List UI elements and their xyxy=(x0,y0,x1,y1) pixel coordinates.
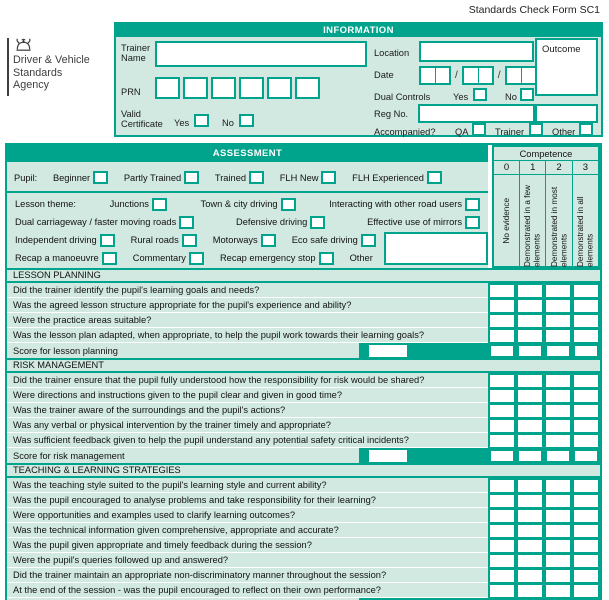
accompanied-qa-label: QA xyxy=(455,127,469,137)
dual-controls-yes-checkbox[interactable] xyxy=(473,88,487,101)
competence-cells xyxy=(488,523,600,538)
competence-levels xyxy=(494,161,598,175)
competence-cell-2[interactable] xyxy=(546,510,570,522)
question-row xyxy=(7,328,600,343)
question-text: Was the lesson plan adapted, when appropriate, to help the pupil work towards their learning goals? xyxy=(7,328,488,343)
checkbox-partly-trained[interactable] xyxy=(184,171,199,184)
pupil-option-flh-new: FLH New xyxy=(279,172,319,183)
competence-cell-3[interactable] xyxy=(574,570,598,582)
question-row xyxy=(7,583,600,598)
assessment-header: ASSESSMENT xyxy=(7,145,488,162)
checkbox-flh-experienced[interactable] xyxy=(427,171,442,184)
competence-cell-3[interactable] xyxy=(574,435,598,447)
competence-cells xyxy=(488,388,600,403)
question-row xyxy=(7,373,600,388)
reg-no-input[interactable] xyxy=(418,104,535,123)
valid-cert-yes-checkbox[interactable] xyxy=(194,114,209,127)
information-body xyxy=(116,37,601,135)
score-label xyxy=(7,448,488,463)
section-header-row xyxy=(7,268,600,283)
checkbox-town-city-driving[interactable] xyxy=(281,198,296,211)
assessment-left-column xyxy=(7,145,488,268)
competence-cell-1[interactable] xyxy=(518,540,542,552)
competence-cell-1[interactable] xyxy=(518,525,542,537)
question-row xyxy=(7,388,600,403)
competence-cell-1[interactable] xyxy=(518,420,542,432)
competence-cell-1[interactable] xyxy=(518,510,542,522)
competence-cell-0[interactable] xyxy=(490,570,514,582)
section-header-row xyxy=(7,358,600,373)
date-year-box[interactable] xyxy=(505,66,537,85)
lesson-theme-other-input[interactable] xyxy=(384,232,488,265)
date-day-cell-1[interactable] xyxy=(421,68,435,83)
score-input-box[interactable] xyxy=(369,345,407,357)
competence-cell-0[interactable] xyxy=(490,285,514,297)
date-day-box[interactable] xyxy=(419,66,451,85)
competence-cell-3[interactable] xyxy=(574,495,598,507)
competence-descriptions xyxy=(494,175,598,267)
section-title: LESSON PLANNING xyxy=(13,270,101,280)
competence-cell-0[interactable] xyxy=(490,405,514,417)
competence-cell-0[interactable] xyxy=(490,525,514,537)
competence-cells xyxy=(488,343,600,358)
competence-cell-1[interactable] xyxy=(518,375,542,387)
question-text: Did the trainer maintain an appropriate non-discriminatory manner throughout the session? xyxy=(7,568,488,583)
competence-cells xyxy=(488,493,600,508)
date-label: Date xyxy=(374,70,394,80)
date-year-cell-2[interactable] xyxy=(521,68,535,83)
agency-line-3: Agency xyxy=(13,79,50,91)
section-title: RISK MANAGEMENT xyxy=(13,360,104,370)
checkbox-motorways[interactable] xyxy=(261,234,276,247)
pupil-option-trained: Trained xyxy=(214,172,247,183)
pupil-label: Pupil: xyxy=(14,172,38,183)
assessment-rows xyxy=(7,268,600,600)
reg-no-label: Reg No. xyxy=(374,109,409,119)
competence-cells xyxy=(488,508,600,523)
question-row xyxy=(7,568,600,583)
competence-cell-0[interactable] xyxy=(490,480,514,492)
competence-cell-1[interactable] xyxy=(519,346,541,356)
question-text: Were directions and instructions given to the pupil clear and given in good time? xyxy=(7,388,488,403)
location-label: Location xyxy=(374,48,410,58)
competence-cell-0[interactable] xyxy=(490,585,514,597)
competence-cell-3[interactable] xyxy=(574,390,598,402)
competence-cell-3[interactable] xyxy=(574,525,598,537)
question-text: Was the agreed lesson structure appropriate for the pupil's experience and ability? xyxy=(7,298,488,313)
checkbox-effective-use-of-mirrors[interactable] xyxy=(465,216,480,229)
question-text: Did the trainer ensure that the pupil fully understood how the responsibility for risk would be shared? xyxy=(7,373,488,388)
lesson-theme-label: Lesson theme: xyxy=(15,199,76,209)
competence-cell-1[interactable] xyxy=(518,585,542,597)
date-slash-2: / xyxy=(497,70,501,81)
score-label-text: Score for lesson planning xyxy=(13,345,118,356)
question-row xyxy=(7,298,600,313)
competence-desc-1: Demonstrated in a few elements xyxy=(523,185,542,267)
competence-cell-2[interactable] xyxy=(546,585,570,597)
question-text: Was the pupil given appropriate and timely feedback during the session? xyxy=(7,538,488,553)
date-day-cell-2[interactable] xyxy=(435,68,449,83)
score-row xyxy=(7,448,600,463)
question-text: Was the teaching style suited to the pupil's learning style and current ability? xyxy=(7,478,488,493)
score-strip xyxy=(359,448,488,463)
competence-cell-3[interactable] xyxy=(574,420,598,432)
competence-cells xyxy=(488,433,600,448)
date-input xyxy=(419,66,537,85)
competence-cells xyxy=(488,568,600,583)
competence-cells xyxy=(488,373,600,388)
question-row xyxy=(7,418,600,433)
trainer-name-label: Trainer Name xyxy=(121,43,151,63)
accompanied-trainer-label: Trainer xyxy=(495,127,525,137)
score-label xyxy=(7,343,488,358)
competence-cell-2[interactable] xyxy=(546,435,570,447)
pupil-option-flh-experienced: FLH Experienced xyxy=(352,172,424,183)
competence-cell-2[interactable] xyxy=(546,330,570,342)
question-text: Were opportunities and examples used to clarify learning outcomes? xyxy=(7,508,488,523)
competence-cell-0[interactable] xyxy=(490,510,514,522)
competence-cell-1[interactable] xyxy=(518,405,542,417)
checkbox-recap-a-manoeuvre[interactable] xyxy=(102,252,117,265)
checkbox-beginner[interactable] xyxy=(93,171,108,184)
competence-cell-2[interactable] xyxy=(546,315,570,327)
competence-cell-1[interactable] xyxy=(519,451,541,461)
competence-desc-3: Demonstrated in all elements xyxy=(575,196,595,267)
question-row xyxy=(7,553,600,568)
checkbox-commentary[interactable] xyxy=(189,252,204,265)
checkbox-rural-roads[interactable] xyxy=(182,234,197,247)
competence-level-3: 3 xyxy=(572,161,598,174)
agency-line-2: Standards xyxy=(13,66,63,79)
checkbox-dual-carriageway[interactable] xyxy=(179,216,194,229)
competence-cells xyxy=(488,418,600,433)
pupil-option-beginner: Beginner xyxy=(52,172,91,183)
competence-cell-0[interactable] xyxy=(490,300,514,312)
competence-cell-3[interactable] xyxy=(574,585,598,597)
competence-cell-0[interactable] xyxy=(490,495,514,507)
valid-certificate-label: Valid Certificate xyxy=(121,109,163,129)
question-row xyxy=(7,433,600,448)
competence-cell-1[interactable] xyxy=(518,285,542,297)
competence-cell-1[interactable] xyxy=(518,300,542,312)
agency-name xyxy=(13,54,90,92)
competence-level-2: 2 xyxy=(545,161,571,174)
competence-desc-2: Demonstrated in most elements xyxy=(549,186,569,267)
competence-cell-2[interactable] xyxy=(546,300,570,312)
score-label-text: Score for risk management xyxy=(13,450,125,461)
question-text: Was sufficient feedback given to help the pupil understand any potential safety critical incidents? xyxy=(7,433,488,448)
dual-controls-yes-label: Yes xyxy=(453,92,469,102)
competence-cell-0[interactable] xyxy=(490,390,514,402)
date-month-box[interactable] xyxy=(462,66,494,85)
location-input[interactable] xyxy=(419,41,534,62)
competence-cell-3[interactable] xyxy=(575,346,597,356)
competence-cells xyxy=(488,403,600,418)
dual-controls-label: Dual Controls xyxy=(374,92,431,102)
question-text: Was any verbal or physical intervention by the trainer timely and appropriate? xyxy=(7,418,488,433)
checkbox-interacting-road-users[interactable] xyxy=(465,198,480,211)
assessment-top xyxy=(7,145,600,268)
competence-cell-1[interactable] xyxy=(518,495,542,507)
competence-cell-0[interactable] xyxy=(490,420,514,432)
question-row xyxy=(7,283,600,298)
question-row xyxy=(7,313,600,328)
competence-cell-1[interactable] xyxy=(518,390,542,402)
competence-cell-0[interactable] xyxy=(490,315,514,327)
prn-cell-1[interactable] xyxy=(155,77,180,99)
competence-cells xyxy=(488,553,600,568)
competence-cell-3[interactable] xyxy=(574,315,598,327)
date-month-cell-1[interactable] xyxy=(464,68,478,83)
lesson-theme-line-2: Dual carriageway / faster moving roads Defensive driving Effective use of mirrors xyxy=(7,213,488,231)
date-year-cell-1[interactable] xyxy=(507,68,521,83)
outcome-secondary-box[interactable] xyxy=(535,104,598,123)
competence-cell-1[interactable] xyxy=(518,480,542,492)
pupil-row xyxy=(7,164,488,193)
competence-cell-3[interactable] xyxy=(574,555,598,567)
score-strip xyxy=(359,343,488,358)
question-row xyxy=(7,403,600,418)
competence-level-0: 0 xyxy=(503,162,510,173)
lesson-theme-other-label: Other xyxy=(349,253,373,263)
competence-cells xyxy=(488,538,600,553)
competence-cell-2[interactable] xyxy=(546,405,570,417)
accompanied-other-label: Other xyxy=(552,127,576,137)
competence-cell-0[interactable] xyxy=(491,451,513,461)
information-header: INFORMATION xyxy=(116,24,601,37)
competence-cell-3[interactable] xyxy=(575,451,597,461)
date-month-cell-2[interactable] xyxy=(478,68,492,83)
competence-cell-2[interactable] xyxy=(546,375,570,387)
agency-line-1: Driver & Vehicle xyxy=(13,54,90,66)
prn-input xyxy=(155,77,320,99)
score-row xyxy=(7,343,600,358)
competence-cell-2[interactable] xyxy=(546,495,570,507)
checkbox-trained[interactable] xyxy=(249,171,264,184)
date-slash-1: / xyxy=(455,70,458,81)
competence-cell-3[interactable] xyxy=(574,480,598,492)
competence-cell-2[interactable] xyxy=(546,540,570,552)
checkbox-flh-new[interactable] xyxy=(321,171,336,184)
competence-level-1: 1 xyxy=(519,161,545,174)
question-row xyxy=(7,493,600,508)
accompanied-trainer-checkbox[interactable] xyxy=(529,123,543,136)
lesson-theme-line-3: Independent driving Rural roads Motorways Eco safe driving xyxy=(7,231,488,249)
question-row xyxy=(7,523,600,538)
competence-cell-1[interactable] xyxy=(518,435,542,447)
checkbox-defensive-driving[interactable] xyxy=(310,216,325,229)
competence-cell-3[interactable] xyxy=(574,375,598,387)
competence-cell-2[interactable] xyxy=(547,346,569,356)
valid-cert-no-checkbox[interactable] xyxy=(239,114,254,127)
valid-cert-yes-label: Yes xyxy=(174,118,190,128)
checkbox-junctions[interactable] xyxy=(152,198,167,211)
question-text: Was the pupil encouraged to analyse problems and take responsibility for their learning? xyxy=(7,493,488,508)
dual-controls-no-checkbox[interactable] xyxy=(520,88,534,101)
outcome-box[interactable] xyxy=(535,38,598,96)
checkbox-eco-safe-driving[interactable] xyxy=(361,234,376,247)
competence-desc-0: No evidence xyxy=(501,198,511,244)
outcome-label: Outcome xyxy=(542,44,581,55)
competence-cells xyxy=(488,478,600,493)
valid-cert-no-label: No xyxy=(222,118,234,128)
logo-divider xyxy=(7,38,9,96)
assessment-panel xyxy=(5,143,602,600)
competence-cell-3[interactable] xyxy=(574,330,598,342)
competence-title: Competence xyxy=(494,147,598,161)
competence-cells xyxy=(488,313,600,328)
prn-cell-2[interactable] xyxy=(183,77,208,99)
prn-cell-4[interactable] xyxy=(239,77,264,99)
question-row xyxy=(7,478,600,493)
prn-cell-6[interactable] xyxy=(295,77,320,99)
competence-cell-0[interactable] xyxy=(490,330,514,342)
competence-cell-2[interactable] xyxy=(546,555,570,567)
section-title: TEACHING & LEARNING STRATEGIES xyxy=(13,465,181,475)
competence-column xyxy=(492,145,600,268)
competence-cell-2[interactable] xyxy=(546,420,570,432)
accompanied-other-checkbox[interactable] xyxy=(579,123,593,136)
competence-cell-2[interactable] xyxy=(546,390,570,402)
competence-cell-0[interactable] xyxy=(490,435,514,447)
dvsa-crown-icon xyxy=(13,36,34,53)
competence-cell-0[interactable] xyxy=(490,540,514,552)
accompanied-qa-checkbox[interactable] xyxy=(472,123,486,136)
competence-cell-2[interactable] xyxy=(546,480,570,492)
question-row xyxy=(7,508,600,523)
lesson-theme-line-1: Lesson theme: Junctions Town & city driving Interacting with other road users xyxy=(7,195,488,213)
competence-cell-2[interactable] xyxy=(547,451,569,461)
competence-cell-1[interactable] xyxy=(518,570,542,582)
prn-label: PRN xyxy=(121,87,141,97)
competence-cell-0[interactable] xyxy=(490,555,514,567)
accompanied-label: Accompanied? xyxy=(374,127,436,137)
competence-cell-2[interactable] xyxy=(546,285,570,297)
lesson-theme-block xyxy=(7,193,488,268)
competence-cells xyxy=(488,283,600,298)
information-panel xyxy=(114,22,603,137)
question-text: At the end of the session - was the pupil encouraged to reflect on their own performance? xyxy=(7,583,488,598)
lesson-theme-line-4: Recap a manoeuvre Commentary Recap emergency stop Other xyxy=(15,253,373,263)
competence-cells xyxy=(488,448,600,463)
competence-cells xyxy=(488,328,600,343)
competence-cell-2[interactable] xyxy=(546,570,570,582)
question-text: Were the practice areas suitable? xyxy=(7,313,488,328)
prn-cell-3[interactable] xyxy=(211,77,236,99)
competence-cell-3[interactable] xyxy=(574,510,598,522)
competence-cell-0[interactable] xyxy=(490,375,514,387)
competence-cell-0[interactable] xyxy=(491,346,513,356)
question-row xyxy=(7,538,600,553)
section-header-row xyxy=(7,463,600,478)
question-text: Did the trainer identify the pupil's learning goals and needs? xyxy=(7,283,488,298)
competence-cell-3[interactable] xyxy=(574,540,598,552)
competence-cell-2[interactable] xyxy=(546,525,570,537)
competence-cell-3[interactable] xyxy=(574,285,598,297)
competence-cells xyxy=(488,298,600,313)
checkbox-independent-driving[interactable] xyxy=(100,234,115,247)
score-input-box[interactable] xyxy=(369,450,407,462)
trainer-name-input[interactable] xyxy=(155,41,367,67)
question-text: Were the pupil's queries followed up and answered? xyxy=(7,553,488,568)
checkbox-recap-emergency-stop[interactable] xyxy=(319,252,334,265)
prn-cell-5[interactable] xyxy=(267,77,292,99)
form-title: Standards Check Form SC1 xyxy=(468,4,600,16)
competence-cell-1[interactable] xyxy=(518,555,542,567)
competence-cells xyxy=(488,583,600,598)
question-text: Was the technical information given comprehensive, appropriate and accurate? xyxy=(7,523,488,538)
competence-cell-1[interactable] xyxy=(518,330,542,342)
pupil-option-partly-trained: Partly Trained xyxy=(123,172,182,183)
question-text: Was the trainer aware of the surroundings and the pupil's actions? xyxy=(7,403,488,418)
competence-cell-1[interactable] xyxy=(518,315,542,327)
competence-cell-3[interactable] xyxy=(574,300,598,312)
competence-cell-3[interactable] xyxy=(574,405,598,417)
dual-controls-no-label: No xyxy=(505,92,517,102)
